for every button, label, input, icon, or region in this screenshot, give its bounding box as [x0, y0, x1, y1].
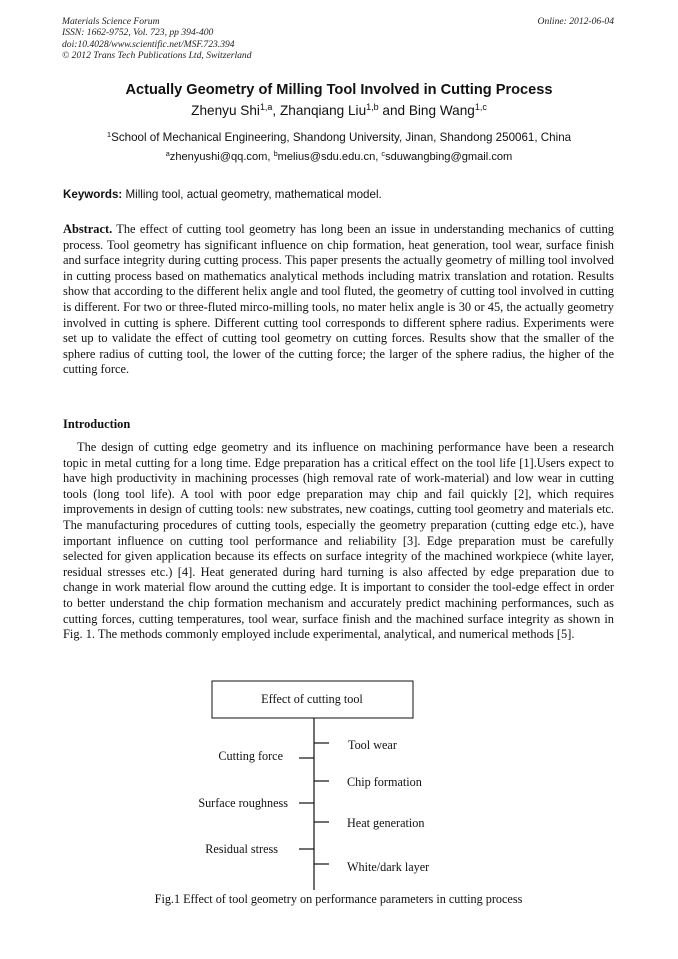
figure-caption: Fig.1 Effect of tool geometry on performance parameters in cutting process [154, 892, 523, 906]
keywords-label: Keywords: [63, 188, 123, 201]
diagram-left-label: Surface roughness [198, 796, 288, 810]
author-name: Zhanqiang Liu [279, 103, 367, 118]
email-mark: c [381, 148, 386, 158]
email-separator: , [375, 151, 382, 163]
diagram-right-label: White/dark layer [347, 860, 430, 874]
author-name: Zhenyu Shi [191, 103, 260, 118]
author-affil-mark: 1,a [259, 102, 273, 113]
diagram-left-label: Cutting force [218, 749, 283, 763]
keywords-text: Milling tool, actual geometry, mathematical model. [122, 188, 382, 201]
diagram-right-label: Tool wear [348, 738, 397, 752]
copyright-line: © 2012 Trans Tech Publications Ltd, Switzerland [62, 49, 252, 61]
email-address[interactable]: melius@sdu.edu.cn [277, 151, 376, 163]
diagram-root-label: Effect of cutting tool [261, 692, 363, 706]
author-separator: and [378, 103, 409, 118]
issn-line: ISSN: 1662-9752, Vol. 723, pp 394-400 [62, 27, 214, 39]
author-affil-mark: 1,c [474, 102, 487, 113]
email-address[interactable]: sduwangbing@gmail.com [385, 151, 513, 163]
abstract-text: The effect of cutting tool geometry has long been an issue in understanding mechanics of cutting process. Tool geometry has significant influence on chip formation, heat generation, tool wear, surface finish and surface integrity during cutting process. This paper presents the actually geometry of milling tool involved in cutting process based on mathematics analytical methods including matrix translation and rotation. Results show that according to the different helix angle and tool fluted, the geometry of cutting tool involved in cutting is different. For two or three-fluted mirco-milling tools, no mater helix angle is 30 or 45, the actually geometry involved in cutting is sphere. Different cutting tool corresponds to different sphere radius. Experiments were set up to validate the effect of cutting tool geometry on cutting forces. Results show that the smaller of the sphere radius of cutting tool, the lower of the cutting force; the larger of the sphere radius, the higher of the cutting force. [63, 222, 614, 377]
email-mark: b [273, 148, 278, 158]
email-separator: , [267, 151, 274, 163]
diagram-left-label: Residual stress [205, 842, 278, 856]
journal-name: Materials Science Forum [62, 16, 160, 27]
author-affil-mark: 1,b [366, 102, 379, 113]
paper-title: Actually Geometry of Milling Tool Involved in Cutting Process [125, 82, 553, 98]
diagram-right-label: Chip formation [347, 775, 422, 789]
introduction-text: The design of cutting edge geometry and its influence on machining performance have been a research topic in metal cutting for a long time. Edge preparation has a critical effect on the tool life [1].Users expect to have high productivity in machining processes (high removal rate of work-material) and low wear in cutting tools (long tool life). A tool with poor edge preparation may chip and fail quickly [2], which requires improvements in design of cutting tools: new substrates, new coatings, cutting tool geometry and materials etc. The manufacturing procedures of cutting tools, especially the geometry preparation (cutting edge etc.), have important influence on cutting tool performance and reliability [3]. Edge preparation must be carefully selected for given application because its effects on surface integrity of the machined workpiece (white layer, residual stresses etc.) [4]. Heat generated during hard turning is also affected by edge preparation due to change in work material flow around the cutting edge. It is important to consider the tool-edge effect in order to better understand the chip formation mechanism and accurately predict machining performances, such as cutting forces, cutting temperatures, tool wear, surface finish and the machined surface integrity as shown in Fig. 1. The methods commonly employed include experimental, analytical, and numerical methods [5]. [63, 440, 614, 642]
affiliation-mark: 1 [106, 129, 112, 139]
doi-line: doi:10.4028/www.scientific.net/MSF.723.394 [62, 38, 235, 50]
introduction-heading: Introduction [63, 417, 131, 431]
affiliation-text: School of Mechanical Engineering, Shandong University, Jinan, Shandong 250061, China [111, 131, 572, 144]
diagram-right-label: Heat generation [347, 816, 425, 830]
author-name: Bing Wang [408, 103, 475, 118]
email-address[interactable]: zhenyushi@qq.com [169, 151, 268, 163]
author-separator: , [272, 103, 280, 118]
online-date: Online: 2012-06-04 [537, 16, 614, 27]
email-mark: a [165, 148, 170, 158]
abstract-label: Abstract. [63, 222, 113, 236]
